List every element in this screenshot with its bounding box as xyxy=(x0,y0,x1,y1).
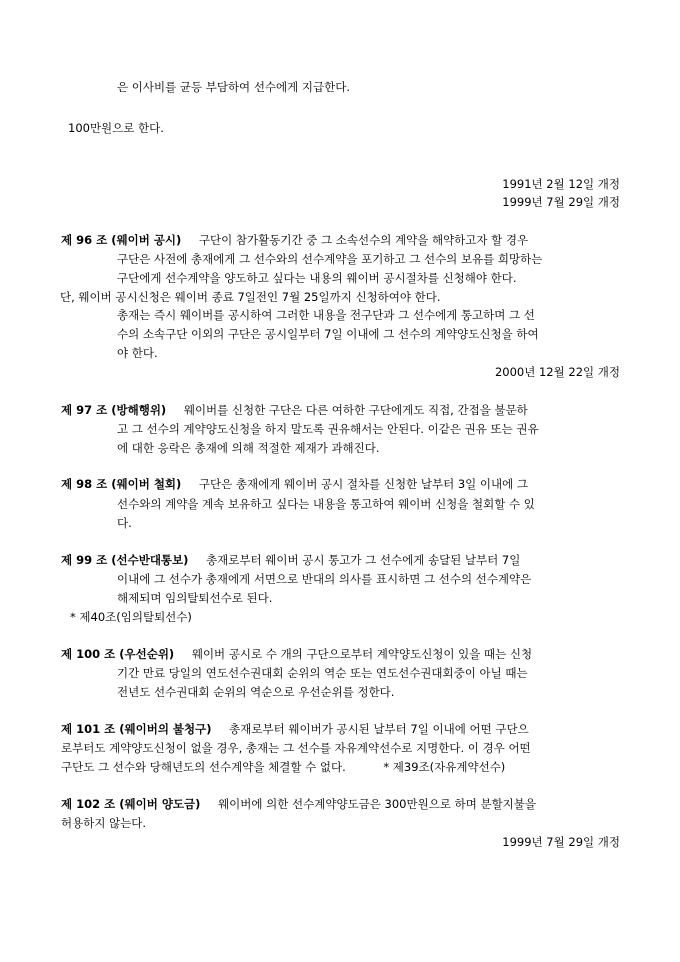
revision-note: 2000년 12월 22일 개정 xyxy=(494,365,620,379)
revision-note: 1999년 7월 29일 개정 xyxy=(502,835,620,849)
text-line: 선수와의 계약을 계속 보유하고 싶다는 내용을 통고하여 웨이버 신청을 철회할 수 있 xyxy=(117,497,535,511)
text-line: 기간 만료 당일의 연도선수권대회 순위의 역순 또는 연도선수권대회중이 아닐 때는 xyxy=(117,666,528,680)
article-101 xyxy=(61,721,529,737)
text-line: 웨이버를 신청한 구단은 다른 여하한 구단에게도 직접, 간접을 불문하 xyxy=(183,403,528,417)
text-line: 이내에 그 선수가 총재에게 서면으로 반대의 의사를 표시하면 그 선수의 선수계약은 xyxy=(117,572,532,586)
text-line: 총재는 즉시 웨이버를 공시하여 그러한 내용을 전구단과 그 선수에게 통고하며 그 선 xyxy=(117,308,535,322)
article-heading: 제 97 조 (방해행위) xyxy=(61,403,167,417)
text-line: 해제되며 임의탈퇴선수로 된다. xyxy=(117,591,273,605)
article-heading: 제 102 조 (웨이버 양도금) xyxy=(61,797,201,811)
text-line: 로부터도 계약양도신청이 없을 경우, 총재는 그 선수를 자유계약선수로 지명한다. 이 경우 어떤 xyxy=(61,741,531,755)
article-heading: 제 100 조 (우선순위) xyxy=(61,647,175,661)
text-line: 구단은 총재에게 웨이버 공시 절차를 신청한 날부터 3일 이내에 그 xyxy=(198,477,529,491)
text-line: 단, 웨이버 공시신청은 웨이버 종료 7일전인 7월 25일까지 신청하여야 한다. xyxy=(60,290,441,304)
text-line: 전년도 선수권대회 순위의 역순으로 우선순위를 정한다. xyxy=(117,685,395,699)
text-line: 고 그 선수의 계약양도신청을 하지 말도록 권유해서는 안된다. 이같은 권유 또는 권유 xyxy=(117,422,539,436)
article-96 xyxy=(61,232,528,248)
text-line: 총재로부터 웨이버 공시 통고가 그 선수에게 송달된 날부터 7일 xyxy=(206,553,521,567)
reference-note: * 제40조(임의탈퇴선수) xyxy=(70,610,192,624)
article-heading: 제 99 조 (선수반대통보) xyxy=(61,553,189,567)
text-line: 허용하지 않는다. xyxy=(61,816,147,830)
article-97 xyxy=(61,402,528,418)
text-line: 에 대한 응락은 총재에 의해 적절한 제재가 과해진다. xyxy=(117,441,380,455)
text-line: 총재로부터 웨이버가 공시된 날부터 7일 이내에 어떤 구단으 xyxy=(229,722,529,736)
article-100 xyxy=(61,646,532,662)
text-line: 수의 소속구단 이외의 구단은 공시일부터 7일 이내에 그 선수의 계약양도신청을 하여 xyxy=(117,327,539,341)
article-heading: 제 101 조 (웨이버의 불청구) xyxy=(61,722,212,736)
revision-note: 1991년 2월 12일 개정 xyxy=(502,177,620,191)
text-line: 은 이사비를 균등 부담하여 선수에게 지급한다. xyxy=(117,80,351,94)
article-101-last xyxy=(61,759,505,775)
text-line: 구단에게 선수계약을 양도하고 싶다는 내용의 웨이버 공시절차를 신청해야 한다. xyxy=(117,271,517,285)
text-line: 웨이버에 의한 선수계약양도금은 300만원으로 하며 분할지불을 xyxy=(218,797,537,811)
text-line: 구단은 사전에 총재에게 그 선수와의 선수계약을 포기하고 그 선수의 보유를 희망하는 xyxy=(117,252,543,266)
text-line: 구단이 참가활동기간 중 그 소속선수의 계약을 해약하고자 할 경우 xyxy=(198,233,529,247)
article-98 xyxy=(61,476,528,492)
article-102 xyxy=(61,796,536,812)
text-line: 야 한다. xyxy=(117,346,158,360)
article-99 xyxy=(61,552,520,568)
revision-note: 1999년 7월 29일 개정 xyxy=(502,195,620,209)
article-heading: 제 96 조 (웨이버 공시) xyxy=(61,233,182,247)
article-heading: 제 98 조 (웨이버 철회) xyxy=(61,477,182,491)
text-line: 구단도 그 선수와 당해년도의 선수계약을 체결할 수 없다. xyxy=(61,760,346,774)
text-line: 웨이버 공시로 수 개의 구단으로부터 계약양도신청이 있을 때는 신청 xyxy=(191,647,533,661)
text-line: 100만원으로 한다. xyxy=(68,121,164,135)
text-line: 다. xyxy=(117,516,132,530)
reference-note: * 제39조(자유계약선수) xyxy=(383,760,506,774)
